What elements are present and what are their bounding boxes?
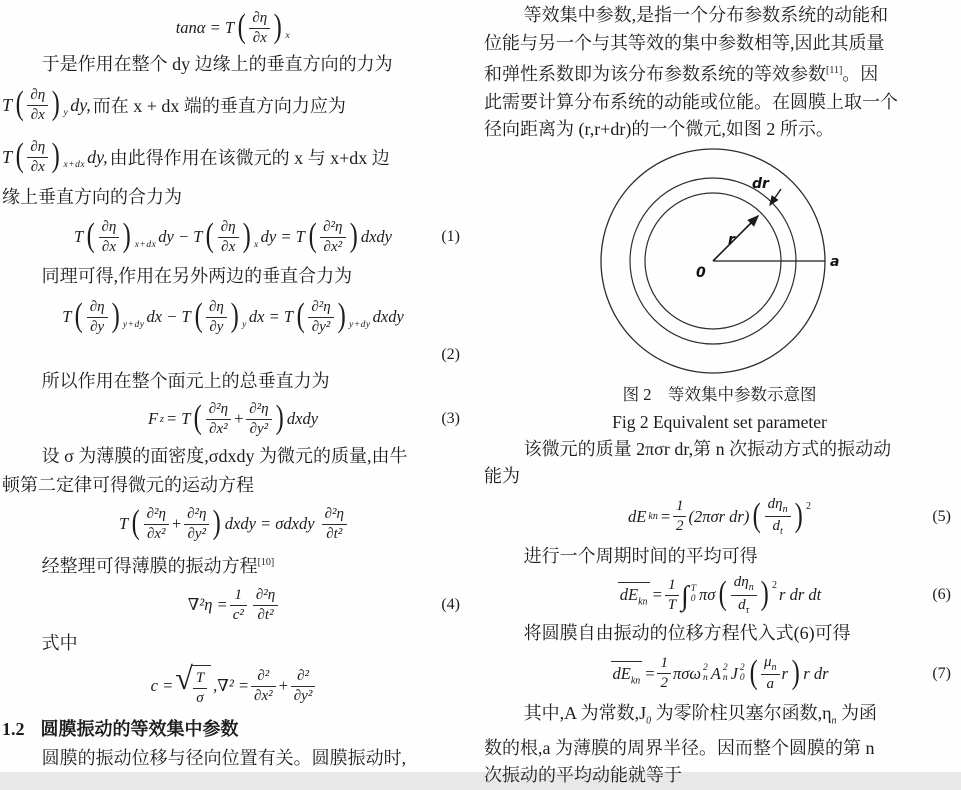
figure-2: [484, 144, 955, 382]
math-subscript: n: [771, 661, 777, 673]
paragraph: [2, 548, 464, 581]
math-token: πσ: [699, 585, 716, 604]
figure-caption-cn: 图 2 等效集中参数示意图: [622, 384, 817, 404]
math-subscript: kn: [630, 675, 641, 687]
math-token: T: [2, 146, 13, 167]
math-token: ∂x²: [320, 237, 345, 257]
fraction: [673, 497, 687, 536]
fraction-numerator: [761, 653, 780, 675]
math-token: ∂t²: [253, 605, 278, 625]
math-token: ∂²η: [249, 400, 269, 417]
stacked-scripts: [740, 664, 745, 684]
math-token: r: [781, 663, 788, 683]
figure-caption-en: Fig 2 Equivalent set parameter: [612, 411, 827, 432]
fraction: [308, 298, 333, 337]
math-token: ∂y²: [291, 686, 316, 706]
paragraph-text: 由此得作用在该微元的 x 与 x+dx 边: [109, 148, 390, 168]
fraction: [761, 653, 780, 694]
math-subscript: n: [722, 672, 728, 683]
fraction: [206, 400, 231, 439]
fraction: [184, 505, 209, 544]
fraction: [251, 667, 276, 706]
label-zero: 0: [695, 264, 706, 281]
math-token: 1: [675, 498, 684, 515]
paragraph: 将圆膜自由振动的位移方程代入式(6)可得: [523, 623, 851, 643]
math-token: = T: [165, 409, 191, 428]
math-token: dx = T: [248, 307, 294, 326]
math-token: dy − T: [158, 227, 203, 246]
math-token: d: [738, 596, 746, 613]
math-token: ∂y²: [308, 317, 333, 337]
fraction: [253, 586, 278, 625]
fraction: [320, 218, 345, 257]
equation-7: $dE_{kn}$ = $\frac{1}{2}$ πσω 2 n A 2 n J 2 0 ( $\mu_n$ a r ) r dr (7): [612, 653, 951, 693]
math-token: ∂²η: [324, 505, 344, 522]
math-token: ∂y: [206, 317, 227, 337]
math-token: ∂x: [99, 237, 120, 257]
math-superscript: 2: [722, 662, 728, 673]
fraction: [657, 654, 671, 693]
equation-2-number-row: [2, 343, 464, 367]
fraction: [322, 505, 347, 544]
math-token: =: [659, 506, 671, 526]
math-token: ∂²η: [311, 298, 331, 315]
math-subscript: y+dy: [122, 320, 145, 330]
math-token: dy,: [70, 94, 91, 115]
math-token: +: [277, 676, 289, 695]
square-root: [175, 659, 211, 708]
math-token: ∂x²: [251, 686, 276, 706]
math-token: dxdy: [360, 227, 392, 246]
math-token: μ: [764, 653, 772, 670]
fraction: [246, 400, 271, 439]
equation-2: T ( ∂η ∂y ) y+dy dx − T ( ∂η ∂y ) y dx = T ( ∂²η ∂y² ) y+dy dxdy: [62, 297, 404, 335]
section-number: 1.2: [2, 719, 25, 739]
math-token: dxdy: [372, 307, 404, 326]
math-token: ∂²η: [323, 218, 343, 235]
equation-1: T ( ∂η ∂x ) x+dx dy − T ( ∂η ∂x ) x dy = T ( ∂²η ∂x² ) dxdy (1): [74, 217, 460, 255]
math-token: +: [233, 409, 245, 428]
math-token: ∂x: [218, 237, 239, 257]
fraction: [99, 218, 120, 257]
math-token: F: [147, 409, 159, 428]
paragraph: 径向距离为 (r,r+dr)的一个微元,如图 2 所示。: [484, 119, 834, 139]
math-token: dxdy = σdxdy: [224, 514, 315, 533]
overline-term: [611, 661, 643, 686]
overline-term: [618, 582, 650, 607]
math-token: dη: [733, 574, 749, 590]
radicand: [191, 665, 211, 708]
membrane-diagram: [490, 144, 950, 377]
math-token: ∂η: [101, 218, 117, 235]
math-token: +: [170, 514, 183, 533]
math-token: dE: [612, 663, 631, 683]
math-token: ∂²: [257, 667, 270, 684]
paragraph: 设 σ 为薄膜的面密度,σdxdy 为微元的质量,由牛: [41, 446, 408, 466]
equation-number: (3): [441, 410, 460, 427]
math-token: dy = T: [260, 227, 305, 246]
math-token: r dr dt: [779, 585, 822, 604]
math-token: ∂²: [297, 667, 309, 684]
math-subscript: kn: [648, 511, 658, 522]
math-token: dx − T: [146, 307, 191, 326]
fraction: [665, 576, 679, 615]
math-token: πσω: [672, 663, 701, 683]
math-subscript: x: [285, 31, 291, 41]
math-token: ∂η: [252, 9, 268, 26]
math-token: ∂η: [30, 138, 46, 155]
math-token: ∇²η =: [187, 595, 228, 614]
math-token: ∂η: [30, 86, 46, 103]
math-token: ∂²η: [208, 400, 229, 417]
math-subscript: 0: [646, 715, 652, 727]
paragraph: 能为: [484, 466, 520, 486]
equation-tan-alpha: tanα = T ( ∂η ∂x ) x: [175, 8, 291, 46]
stacked-scripts: [723, 664, 728, 684]
fraction: [27, 86, 48, 125]
math-subscript: n: [703, 672, 708, 683]
paragraph: 等效集中参数,是指一个分布参数系统的动能和: [523, 5, 889, 25]
math-token: T: [62, 307, 72, 326]
math-token: ∂η: [220, 218, 236, 235]
math-subscript: z: [160, 413, 164, 425]
math-token: dy,: [87, 146, 108, 167]
citation-ref: [10]: [257, 557, 275, 568]
math-subscript: n: [782, 503, 788, 515]
lower-limit: 0: [690, 594, 696, 604]
math-token: r dr: [803, 663, 829, 683]
math-token: ∂y: [87, 317, 108, 337]
fraction: [731, 573, 757, 617]
dr-arrow: [770, 189, 781, 205]
fraction: [27, 138, 48, 177]
math-superscript: 2: [772, 579, 778, 591]
paragraph: 所以作用在整个面元上的总垂直力为: [41, 371, 330, 391]
math-token: ∂²η: [255, 586, 276, 603]
math-token: ∂x²: [206, 419, 231, 439]
math-subscript: τ: [745, 604, 750, 616]
equation-4: [2, 581, 464, 629]
math-token: dE: [628, 506, 647, 526]
fraction: [206, 298, 227, 337]
paragraph-text: 和弹性系数即为该分布参数系统的等效参数: [484, 64, 826, 84]
math-subscript: y: [63, 108, 69, 118]
math-token: a: [761, 674, 780, 694]
math-token: dE: [619, 585, 639, 605]
equation-number: (2): [441, 346, 460, 363]
fraction: [230, 586, 247, 625]
math-subscript: n: [748, 582, 754, 593]
paragraph: 顿第二定律可得微元的运动方程: [2, 475, 254, 495]
paragraph: 次振动的平均动能就等于: [484, 765, 682, 786]
paragraph: 此需要计算分布系统的动能或位能。在圆膜上取一个: [484, 91, 898, 112]
fraction: [144, 505, 169, 544]
left-column: [0, 0, 468, 772]
math-token: ∂x: [249, 28, 270, 48]
fraction-denominator: [731, 595, 757, 618]
math-subscript: n: [831, 715, 837, 727]
inline-math-line: T ( ∂η ∂x ) y dy, 而在 x + dx 端的垂直方向力应为: [2, 85, 346, 123]
math-superscript: 2: [739, 662, 745, 673]
fraction: [218, 218, 239, 257]
fraction: [765, 495, 791, 539]
math-token: T: [195, 669, 205, 686]
radius-r-arrow: [713, 216, 758, 261]
math-token: ∂x²: [144, 524, 169, 544]
label-a: a: [829, 253, 839, 270]
math-token: ∂y²: [184, 524, 209, 544]
paragraph-text: 而在 x + dx 端的垂直方向力应为: [92, 96, 346, 116]
math-token: 1: [668, 576, 676, 593]
math-token: ∂²η: [146, 505, 166, 522]
math-token: ∂²η: [187, 505, 207, 522]
equation-number: (7): [932, 664, 951, 682]
math-token: ∂t²: [322, 524, 347, 544]
fraction-numerator: [765, 495, 791, 517]
math-token: dxdy: [286, 409, 319, 428]
math-token: A: [710, 663, 721, 683]
equation-number: (1): [441, 228, 460, 245]
fraction: [291, 667, 316, 706]
upper-limit: T: [690, 584, 697, 595]
math-token: T: [665, 595, 679, 615]
paragraph: 进行一个周期时间的平均可得: [523, 545, 758, 566]
paragraph: 数的根,a 为薄膜的周界半径。因而整个圆膜的第 n: [484, 737, 875, 758]
paragraph: [484, 57, 955, 89]
math-superscript: 2: [805, 501, 811, 512]
stacked-scripts: [703, 664, 708, 684]
label-dr: dr: [751, 175, 769, 192]
right-column: [468, 0, 961, 786]
math-token: c =: [150, 676, 174, 695]
section-heading-1-2: [2, 714, 464, 744]
math-token: 2: [673, 516, 687, 536]
label-r: r: [727, 231, 735, 248]
equation-3: F z = T ( ∂²η ∂x² + $\frac{\text{∂²η}}{\text{∂y²}}$ ) dxdy (3): [147, 399, 460, 437]
equation-newton: T ( ∂²η ∂x² + $\frac{\text{∂²η}}{\text{∂y²}}$ ) dxdy = σdxdy ∂²η ∂t²: [2, 500, 464, 548]
math-subscript: kn: [638, 596, 648, 608]
math-subscript: x+dx: [63, 160, 86, 170]
citation-ref: [11]: [826, 65, 843, 76]
equation-6: $dE_{kn}$ = $\frac{1}{T}$ ∫ T 0 πσ ( $d\eta_n$ $d_\tau$ ) 2 r dr dt (6): [619, 574, 951, 616]
equation-number: (4): [441, 596, 460, 613]
radical-sign: √: [175, 659, 193, 696]
math-token: 2: [657, 673, 671, 693]
math-token: ,∇² =: [213, 676, 250, 695]
math-token: c²: [230, 605, 247, 625]
equation-number: (5): [932, 507, 951, 525]
math-token: d: [772, 518, 780, 534]
math-token: =: [651, 585, 663, 604]
math-token: ∂y²: [246, 419, 271, 439]
section-title: 圆膜振动的等效集中参数: [40, 719, 239, 739]
paragraph-text: 其中,A 为常数,J: [523, 702, 647, 723]
math-token: dη: [767, 495, 783, 512]
math-token: (2πσr dr): [688, 506, 750, 526]
paragraph-text: 为零阶柱贝塞尔函数,η: [651, 702, 832, 723]
math-token: 1: [234, 586, 243, 603]
equation-number: (6): [932, 586, 951, 603]
math-token: T: [74, 227, 84, 246]
paragraph: [484, 700, 955, 735]
math-token: 1: [660, 655, 668, 672]
math-subscript: 0: [739, 672, 745, 683]
math-token: =: [644, 663, 656, 683]
paragraph: 于是作用在整个 dy 边缘上的垂直方向的力为: [41, 54, 393, 74]
math-subscript: x+dx: [134, 240, 157, 250]
fraction-denominator: [765, 516, 791, 539]
math-subscript: x: [253, 240, 259, 250]
equation-c-definition: [2, 658, 464, 714]
paragraph: 式中: [41, 633, 78, 653]
fraction: [249, 9, 270, 48]
math-token: ∂x: [27, 157, 48, 177]
math-token: σ: [193, 688, 207, 708]
math-token: ∂η: [89, 298, 105, 315]
math-token: T: [119, 514, 129, 533]
paragraph-text: 经整理可得薄膜的振动方程: [41, 556, 258, 576]
equation-5: dE kn = $\frac{1}{2}$ (2πσr dr) ( $d\eta_n$ $d_t$ ) 2 (5): [628, 495, 951, 537]
paragraph: 该微元的质量 2πσr dr,第 n 次振动方式的振动动: [523, 438, 892, 459]
math-token: ∂η: [208, 298, 224, 315]
integral-limits: [691, 585, 696, 605]
math-superscript: 2: [703, 662, 708, 673]
fraction: [87, 298, 108, 337]
math-subscript: y+dy: [349, 320, 371, 330]
math-subscript: y: [242, 320, 247, 330]
paragraph-text: 。因: [842, 64, 879, 84]
paragraph: 圆膜的振动位移与径向位置有关。圆膜振动时,: [41, 748, 407, 768]
paragraph: 位能与另一个与其等效的集中参数相等,因此其质量: [484, 32, 885, 53]
math-token: J: [730, 663, 738, 683]
math-subscript: t: [780, 526, 783, 537]
math-token: T: [2, 94, 13, 115]
inline-math-line: T ( ∂η ∂x ) x+dx dy, 由此得作用在该微元的 x 与 x+dx 边: [2, 137, 390, 175]
fraction: [193, 669, 207, 708]
paragraph-text: 为函: [836, 702, 878, 723]
math-token: tanα = T: [175, 18, 235, 37]
math-token: ∂x: [27, 105, 48, 125]
paragraph: 同理可得,作用在另外两边的垂直合力为: [41, 266, 353, 286]
fraction-numerator: [731, 573, 757, 595]
paragraph: 缘上垂直方向的合力为: [2, 187, 182, 207]
